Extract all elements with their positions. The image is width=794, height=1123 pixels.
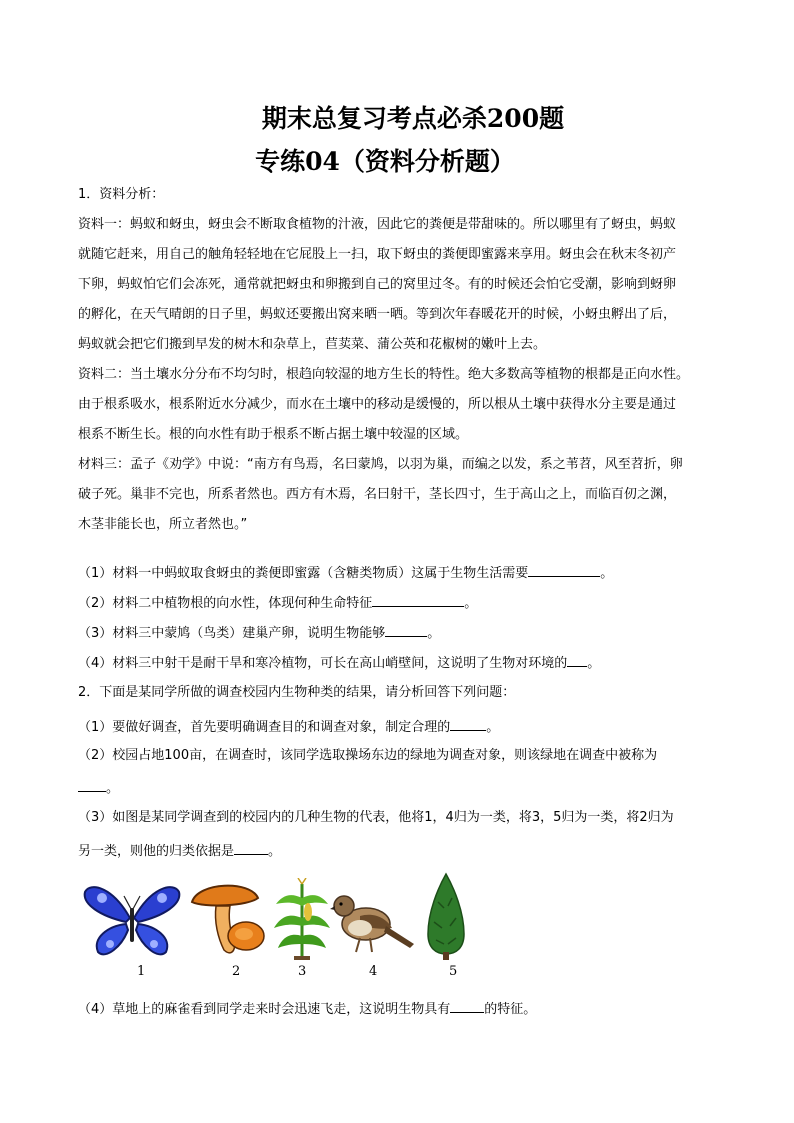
question-1-heading: 1．资料分析：: [78, 187, 165, 202]
material-2-line: 由于根系吸水，根系附近水分减少，而水在土壤中的移动是缓慢的，所以根从土壤中获得水分主要是通过: [78, 397, 677, 412]
corn-plant-image: [272, 878, 332, 962]
answer-blank[interactable]: [450, 998, 484, 1013]
material-1-line: 的孵化，在天气晴朗的日子里，蚂蚁还要搬出窝来晒一晒。等到次年春暖花开的时候，小蚜虫孵出了后，: [78, 307, 677, 322]
material-1-line: 就随它赶来，用自己的触角轻轻地在它屁股上一扫，取下蚜虫的粪便即蜜露来享用。蚜虫会在秋末冬初产: [78, 247, 677, 262]
question-1-item-1: [78, 562, 613, 583]
figure-label-2: 2: [232, 964, 241, 979]
page-subtitle: 专练04（资料分析题）: [255, 147, 515, 176]
question-2-item-4: [78, 998, 536, 1019]
question-2-item-3: （3）如图是某同学调查到的校园内的几种生物的代表，他将1，4归为一类，将3，5归为一类，将2归为: [78, 810, 674, 825]
figure-label-5: 5: [449, 964, 458, 979]
answer-blank[interactable]: [528, 562, 600, 577]
item-tail: 的特征。: [484, 1002, 537, 1017]
cypress-tree-image: [424, 872, 468, 960]
material-1-line: 下卵，蚂蚁怕它们会冻死，通常就把蚜虫和卵搬到自己的窝里过冬。有的时候还会怕它受潮，影响到蚜卵: [78, 277, 677, 292]
question-2-item-3-cont: [78, 840, 281, 861]
answer-blank[interactable]: [567, 652, 587, 667]
material-1-line: 资料一：蚂蚁和蚜虫，蚜虫会不断取食植物的汁液，因此它的粪便是带甜味的。所以哪里有了蚜虫，蚂蚁: [78, 217, 677, 232]
item-text: （3）材料三中蒙鸠（鸟类）建巢产卵，说明生物能够: [78, 626, 386, 641]
item-text: （2）材料二中植物根的向水性，体现何种生命特征: [78, 596, 373, 611]
question-2-item-1: [78, 716, 499, 737]
question-2-heading: 2．下面是某同学所做的调查校园内生物种类的结果，请分析回答下列问题：: [78, 685, 516, 700]
figure-label-1: 1: [137, 964, 146, 979]
item-tail: 。: [427, 626, 441, 641]
material-3-line: 破子死。巢非不完也，所系者然也。西方有木焉，名曰射干，茎长四寸，生于高山之上，而临百仞之渊，: [78, 487, 677, 502]
question-2-item-2: （2）校园占地100亩，在调查时，该同学选取操场东边的绿地为调查对象，则该绿地在调查中被称为: [78, 748, 658, 763]
item-text: （1）材料一中蚂蚁取食蚜虫的粪便即蜜露（含糖类物质）这属于生物生活需要: [78, 566, 529, 581]
mushroom-image: [188, 880, 270, 960]
answer-blank[interactable]: [234, 840, 268, 855]
answer-blank[interactable]: [78, 777, 106, 792]
question-2-item-2-cont: [78, 777, 119, 798]
item-tail: 。: [268, 844, 282, 859]
page-title: 期末总复习考点必杀200题: [261, 104, 565, 133]
item-text: 另一类，则他的归类依据是: [78, 844, 235, 859]
question-1-item-2: [78, 592, 477, 613]
sparrow-image: [330, 884, 416, 960]
figure-label-4: 4: [369, 964, 378, 979]
answer-blank[interactable]: [450, 716, 486, 731]
material-2-line: 资料二：当土壤水分分布不均匀时，根趋向较湿的地方生长的特性。绝大多数高等植物的根都是正向水性。: [78, 367, 690, 382]
item-tail: 。: [600, 566, 614, 581]
figure-label-3: 3: [298, 964, 307, 979]
material-3-line: 木茎非能长也，所立者然也。”: [78, 517, 248, 532]
item-tail: 。: [587, 656, 601, 671]
item-tail: 。: [464, 596, 478, 611]
material-1-line: 蚂蚁就会把它们搬到早发的树木和杂草上，苣荬菜、蒲公英和花椒树的嫩叶上去。: [78, 337, 547, 352]
item-text: （4）材料三中射干是耐干旱和寒冷植物，可长在高山峭壁间，这说明了生物对环境的: [78, 656, 568, 671]
answer-blank[interactable]: [385, 622, 427, 637]
material-2-line: 根系不断生长。根的向水性有助于根系不断占据土壤中较湿的区域。: [78, 427, 469, 442]
butterfly-image: [82, 882, 182, 960]
answer-blank[interactable]: [372, 592, 464, 607]
item-tail: 。: [106, 781, 120, 796]
item-text: （1）要做好调查，首先要明确调查目的和调查对象，制定合理的: [78, 720, 451, 735]
item-text: （4）草地上的麻雀看到同学走来时会迅速飞走，这说明生物具有: [78, 1002, 451, 1017]
material-3-line: 材料三：孟子《劝学》中说：“南方有鸟焉，名曰蒙鸠，以羽为巢，而编之以发，系之苇苕，风至苕折，卵: [78, 457, 683, 472]
question-1-item-4: [78, 652, 600, 673]
item-tail: 。: [486, 720, 500, 735]
question-1-item-3: [78, 622, 440, 643]
